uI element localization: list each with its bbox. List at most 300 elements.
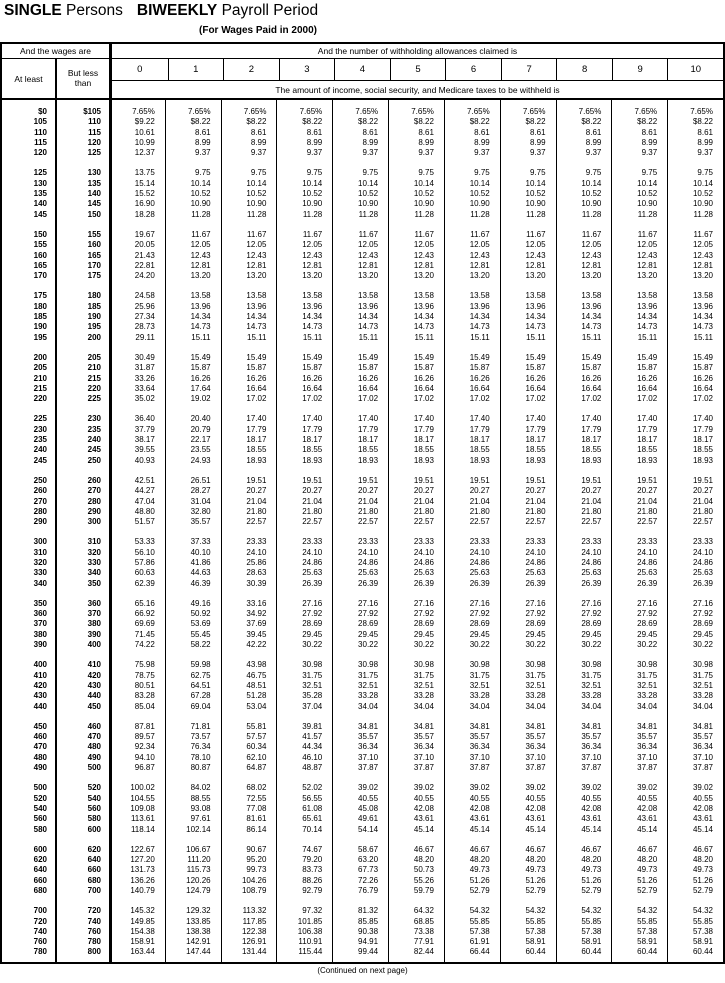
table-cell: 10.90 [190, 199, 211, 209]
table-cell: 15.11 [358, 332, 379, 342]
table-cell: 51.26 [581, 875, 602, 885]
table-cell: 15.11 [247, 332, 267, 342]
table-cell: 7.65% [411, 107, 434, 116]
table-cell: 8.99 [641, 137, 658, 147]
table-cell: 9.37 [585, 148, 602, 158]
table-cell: 49.16 [190, 598, 211, 608]
table-cell: 40.55 [469, 793, 490, 803]
table-cell: 460 [33, 732, 47, 742]
table-cell: 39.02 [358, 783, 379, 793]
table-cell: 140 [33, 199, 47, 209]
table-cell: 73.38 [413, 926, 434, 936]
table-cell: 8.61 [362, 127, 379, 137]
table-cell: 85.85 [358, 916, 379, 926]
table-cell: $8.22 [246, 117, 267, 127]
table-cell: 18.17 [246, 435, 267, 445]
table-cell: 760 [33, 937, 47, 947]
table-cell: 700 [33, 906, 47, 916]
table-cell: 15.52 [134, 189, 155, 199]
table-cell: 21.80 [413, 506, 434, 516]
table-cell: 49.73 [469, 865, 490, 875]
table-cell: 10.52 [469, 189, 490, 199]
table-cell: 64.32 [413, 906, 434, 916]
table-cell: 54.32 [581, 906, 602, 916]
table-cell: 31.87 [134, 363, 155, 373]
table-cell: 12.81 [190, 260, 211, 270]
table-cell: 165 [87, 250, 101, 260]
table-cell: 17.79 [413, 424, 434, 434]
table-cell: 14.73 [469, 322, 490, 332]
table-cell: 8.61 [250, 127, 267, 137]
table-cell: 46.67 [413, 844, 434, 854]
table-cell: 27.16 [302, 598, 323, 608]
table-cell: 29.45 [581, 629, 602, 639]
table-cell: 15.49 [525, 352, 546, 362]
table-cell: 125 [87, 148, 101, 158]
table-cell: 27.92 [469, 609, 490, 619]
table-cell: 25.63 [469, 568, 490, 578]
table-cell: 73.57 [190, 732, 211, 742]
table-cell: $8.22 [413, 117, 434, 127]
table-cell: 11.67 [302, 229, 323, 239]
table-cell: 225 [33, 414, 47, 424]
table-cell: 36.34 [358, 742, 379, 752]
table-cell: 88.26 [302, 875, 323, 885]
allowance-col-header-1: 1 [168, 59, 224, 80]
table-cell: 96.87 [134, 763, 155, 773]
table-cell: 31.75 [525, 670, 546, 680]
table-cell: 10.14 [302, 178, 323, 188]
table-cell: 360 [87, 598, 101, 608]
table-cell: 18.17 [637, 435, 658, 445]
table-cell: 10.14 [190, 178, 211, 188]
table-cell: 13.75 [134, 168, 155, 178]
table-cell: 370 [87, 609, 101, 619]
table-cell: 83.73 [302, 865, 323, 875]
table-cell: 17.40 [637, 414, 658, 424]
table-cell: 200 [33, 352, 47, 362]
table-cell: 26.39 [358, 578, 379, 588]
table-cell: 45.14 [637, 824, 658, 834]
table-cell: 78.75 [134, 670, 155, 680]
table-cell: 13.58 [413, 291, 434, 301]
table-cell: 8.61 [529, 127, 546, 137]
table-cell: 56.10 [134, 547, 155, 557]
table-cell: 31.75 [692, 670, 713, 680]
table-cell: 35.57 [637, 732, 658, 742]
table-cell: 53.33 [134, 537, 155, 547]
table-cell: 62.10 [246, 752, 267, 762]
table-cell: 15.87 [302, 363, 323, 373]
table-cell: 55.45 [190, 629, 211, 639]
table-cell: 680 [87, 875, 101, 885]
table-cell: 175 [33, 291, 47, 301]
table-cell: 205 [33, 363, 47, 373]
table-cell: 95.20 [246, 855, 267, 865]
table-cell: 17.02 [246, 394, 267, 404]
table-cell: 12.43 [190, 250, 211, 260]
table-cell: 37.87 [469, 763, 490, 773]
table-cell: 10.52 [692, 189, 713, 199]
table-cell: 10.99 [134, 137, 155, 147]
table-cell: 15.49 [358, 352, 379, 362]
table-cell: 12.81 [637, 260, 658, 270]
table-cell: 28.69 [302, 619, 323, 629]
allowance-column-9 [611, 100, 667, 962]
table-cell: 77.08 [246, 803, 267, 813]
table-cell: 35.57 [692, 732, 713, 742]
table-cell: 10.14 [692, 178, 713, 188]
table-cell: 26.39 [525, 578, 546, 588]
table-cell: 163.44 [130, 947, 155, 957]
table-cell: 25.63 [358, 568, 379, 578]
but-less-column [55, 100, 109, 962]
table-cell: 43.61 [413, 814, 434, 824]
table-cell: 270 [33, 496, 47, 506]
table-cell: 76.34 [190, 742, 211, 752]
data-grid [2, 100, 723, 962]
table-cell: $8.22 [469, 117, 490, 127]
table-cell: 13.58 [358, 291, 379, 301]
table-cell: 18.55 [358, 445, 379, 455]
table-cell: 83.28 [134, 691, 155, 701]
table-cell: 15.11 [470, 332, 490, 342]
table-cell: $8.22 [637, 117, 658, 127]
table-cell: 60.44 [525, 947, 546, 957]
table-cell: 15.11 [581, 332, 602, 342]
table-cell: 520 [33, 793, 47, 803]
table-cell: 18.28 [134, 209, 155, 219]
table-cell: 24.86 [692, 557, 713, 567]
table-cell: 29.45 [358, 629, 379, 639]
table-cell: 16.64 [302, 383, 323, 393]
table-cell: 135 [87, 178, 101, 188]
table-cell: 16.26 [637, 373, 658, 383]
table-cell: $0 [38, 107, 47, 116]
table-cell: 21.80 [637, 506, 658, 516]
table-cell: 8.61 [641, 127, 658, 137]
table-cell: 15.87 [581, 363, 602, 373]
table-cell: 16.26 [581, 373, 602, 383]
table-cell: 32.51 [469, 680, 490, 690]
table-cell: 40.10 [190, 547, 211, 557]
table-cell: 37.10 [413, 752, 434, 762]
table-cell: 160 [87, 240, 101, 250]
table-cell: 400 [87, 640, 101, 650]
table-cell: 12.05 [637, 240, 658, 250]
table-cell: 640 [87, 855, 101, 865]
table-cell: 34.04 [413, 701, 434, 711]
table-cell: 27.16 [469, 598, 490, 608]
table-cell: 26.51 [190, 475, 211, 485]
table-cell: 10.14 [358, 178, 379, 188]
title-payroll-period: Payroll Period [217, 2, 319, 19]
table-cell: 34.04 [581, 701, 602, 711]
table-cell: 190 [33, 322, 47, 332]
table-cell: 27.16 [358, 598, 379, 608]
table-cell: 36.34 [525, 742, 546, 752]
table-cell: 21.80 [469, 506, 490, 516]
table-cell: 29.45 [525, 629, 546, 639]
table-cell: 69.04 [190, 701, 211, 711]
table-cell: 7.65% [578, 107, 602, 116]
table-cell: 13.96 [246, 301, 267, 311]
table-cell: 18.93 [246, 455, 267, 465]
table-cell: 7.65% [243, 107, 267, 116]
table-cell: 57.86 [134, 557, 155, 567]
table-cell: 20.27 [358, 486, 379, 496]
allowance-column-6 [444, 100, 500, 962]
table-cell: 12.43 [692, 250, 713, 260]
table-cell: 29.11 [135, 332, 155, 342]
table-cell: 39.02 [525, 783, 546, 793]
table-cell: 20.27 [469, 486, 490, 496]
table-cell: 8.61 [585, 127, 602, 137]
table-cell: 8.61 [418, 127, 434, 137]
table-cell: 48.87 [302, 763, 323, 773]
table-cell: 210 [33, 373, 47, 383]
table-cell: 54.32 [525, 906, 546, 916]
table-cell: 17.02 [637, 394, 658, 404]
table-cell: 28.27 [190, 486, 211, 496]
table-cell: 57.38 [525, 926, 546, 936]
table-cell: 13.20 [469, 271, 490, 281]
table-cell: 15.11 [637, 332, 658, 342]
table-cell: 34.04 [692, 701, 713, 711]
table-cell: 18.55 [525, 445, 546, 455]
table-cell: 81.32 [358, 906, 379, 916]
table-cell: 17.79 [581, 424, 602, 434]
table-cell: 35.57 [413, 732, 434, 742]
table-cell: 48.51 [246, 680, 267, 690]
table-cell: 23.33 [637, 537, 658, 547]
table-cell: 48.80 [134, 506, 155, 516]
allowance-column-7 [500, 100, 556, 962]
table-cell: 33.28 [692, 691, 713, 701]
table-cell: 14.34 [413, 312, 434, 322]
table-cell: 55.85 [525, 916, 546, 926]
table-cell: 21.80 [246, 506, 267, 516]
table-cell: 22.17 [190, 435, 211, 445]
table-cell: 49.73 [525, 865, 546, 875]
table-cell: 52.79 [525, 886, 546, 895]
table-cell: 16.26 [692, 373, 713, 383]
table-cell: 13.20 [246, 271, 267, 281]
table-cell: 39.02 [581, 783, 602, 793]
table-cell: 19.51 [469, 475, 490, 485]
table-cell: 50.92 [190, 609, 211, 619]
table-cell: 240 [33, 445, 47, 455]
table-cell: 28.69 [358, 619, 379, 629]
table-cell: 52.79 [692, 886, 713, 895]
table-cell: 13.96 [302, 301, 323, 311]
table-cell: 154.38 [130, 926, 155, 936]
table-cell: $8.22 [358, 117, 379, 127]
table-cell: 25.63 [637, 568, 658, 578]
table-cell: 23.33 [413, 537, 434, 547]
table-cell: 170 [87, 260, 101, 270]
table-cell: 17.02 [358, 394, 379, 404]
table-cell: 32.51 [692, 680, 713, 690]
table-cell: 215 [87, 373, 101, 383]
allowance-column-4 [332, 100, 388, 962]
table-cell: 17.02 [413, 394, 434, 404]
table-cell: 300 [33, 537, 47, 547]
table-cell: 26.39 [413, 578, 434, 588]
table-cell: 62.75 [190, 670, 211, 680]
table-cell: 17.40 [302, 414, 323, 424]
table-cell: 30.22 [302, 640, 323, 650]
table-cell: 290 [87, 506, 101, 516]
table-cell: 37.87 [525, 763, 546, 773]
table-cell: 30.98 [302, 660, 323, 670]
table-cell: 40.55 [692, 793, 713, 803]
table-cell: 27.16 [413, 598, 434, 608]
table-cell: 27.34 [134, 312, 155, 322]
table-cell: 65.61 [302, 814, 323, 824]
table-cell: 230 [33, 424, 47, 434]
table-cell: 15.87 [469, 363, 490, 373]
table-cell: 127.20 [130, 855, 155, 865]
table-cell: 760 [87, 926, 101, 936]
table-cell: 16.64 [246, 383, 267, 393]
table-cell: 33.28 [413, 691, 434, 701]
table-cell: 140 [87, 189, 101, 199]
table-cell: 22.57 [692, 517, 713, 527]
table-cell: 15.49 [469, 352, 490, 362]
table-cell: 26.39 [637, 578, 658, 588]
table-cell: 14.34 [581, 312, 602, 322]
table-cell: 25.96 [134, 301, 155, 311]
table-cell: 24.86 [302, 557, 323, 567]
table-cell: 10.52 [302, 189, 323, 199]
table-cell: 28.69 [413, 619, 434, 629]
table-cell: 8.99 [362, 137, 379, 147]
table-cell: 12.05 [358, 240, 379, 250]
table-cell: 17.40 [692, 414, 713, 424]
table-cell: 31.04 [190, 496, 211, 506]
table-cell: 21.04 [581, 496, 602, 506]
table-cell: 120.26 [186, 875, 211, 885]
table-cell: 19.51 [637, 475, 658, 485]
table-cell: 250 [33, 475, 47, 485]
table-cell: 14.34 [190, 312, 211, 322]
table-cell: 660 [87, 865, 101, 875]
table-cell: 32.80 [190, 506, 211, 516]
table-cell: 13.58 [302, 291, 323, 301]
table-cell: 75.98 [134, 660, 155, 670]
table-cell: 37.87 [358, 763, 379, 773]
table-cell: 17.40 [581, 414, 602, 424]
table-cell: 48.20 [692, 855, 713, 865]
table-cell: 26.39 [302, 578, 323, 588]
table-cell: 185 [33, 312, 47, 322]
table-cell: 29.45 [637, 629, 658, 639]
table-cell: 18.55 [302, 445, 323, 455]
table-cell: $105 [83, 107, 101, 116]
table-cell: 180 [87, 291, 101, 301]
table-cell: 8.99 [529, 137, 546, 147]
allowance-col-header-0: 0 [137, 64, 143, 75]
table-cell: 380 [87, 619, 101, 629]
table-cell: 24.86 [469, 557, 490, 567]
table-cell: 49.61 [358, 814, 379, 824]
table-cell: 28.69 [637, 619, 658, 629]
table-cell: 700 [87, 886, 101, 895]
table-cell: 30.22 [637, 640, 658, 650]
table-cell: 22.57 [413, 517, 434, 527]
table-cell: 40.55 [581, 793, 602, 803]
table-cell: 480 [87, 742, 101, 752]
table-cell: 23.33 [525, 537, 546, 547]
table-cell: 490 [33, 763, 47, 773]
table-cell: 37.87 [581, 763, 602, 773]
table-cell: 62.39 [134, 578, 155, 588]
table-cell: 32.51 [581, 680, 602, 690]
amount-withheld-label: The amount of income, social security, and Medicare taxes to be withheld is [275, 84, 560, 95]
table-cell: 27.92 [637, 609, 658, 619]
table-cell: 37.79 [134, 424, 155, 434]
table-cell: 36.34 [581, 742, 602, 752]
table-cell: 11.28 [526, 209, 546, 219]
table-cell: 20.27 [413, 486, 434, 496]
table-cell: 9.37 [362, 148, 379, 158]
table-cell: 14.34 [469, 312, 490, 322]
table-cell: 57.38 [637, 926, 658, 936]
table-cell: 149.85 [130, 916, 155, 926]
table-cell: 8.61 [306, 127, 323, 137]
table-cell: 25.86 [246, 557, 267, 567]
table-cell: 290 [33, 517, 47, 527]
table-cell: 18.17 [358, 435, 379, 445]
table-cell: 330 [87, 557, 101, 567]
table-cell: 22.57 [302, 517, 323, 527]
table-cell: 18.93 [581, 455, 602, 465]
table-cell: 27.92 [302, 609, 323, 619]
table-cell: 10.90 [581, 199, 602, 209]
table-cell: 60.63 [134, 568, 155, 578]
table-cell: 32.51 [358, 680, 379, 690]
table-cell: 12.43 [637, 250, 658, 260]
table-cell: 8.99 [418, 137, 434, 147]
table-cell: 43.98 [246, 660, 267, 670]
table-cell: 14.34 [246, 312, 267, 322]
table-cell: 32.51 [525, 680, 546, 690]
table-cell: 33.28 [637, 691, 658, 701]
table-cell: 28.73 [134, 322, 155, 332]
table-cell: 60.44 [637, 947, 658, 957]
table-cell: 14.34 [358, 312, 379, 322]
table-cell: 97.61 [190, 814, 211, 824]
table-cell: 10.61 [134, 127, 155, 137]
table-cell: 9.75 [529, 168, 546, 178]
table-cell: 25.63 [413, 568, 434, 578]
table-cell: 36.40 [134, 414, 155, 424]
table-cell: 27.16 [581, 598, 602, 608]
table-cell: 90.38 [358, 926, 379, 936]
table-cell: 21.04 [525, 496, 546, 506]
table-cell: 45.14 [469, 824, 490, 834]
table-cell: 16.64 [581, 383, 602, 393]
table-cell: 40.55 [413, 793, 434, 803]
table-cell: 16.64 [358, 383, 379, 393]
table-cell: 17.79 [692, 424, 713, 434]
table-cell: 51.26 [637, 875, 658, 885]
table-cell: 24.58 [134, 291, 155, 301]
title-biweekly: BIWEEKLY [136, 2, 218, 19]
page-title [4, 2, 318, 20]
table-cell: 12.81 [413, 260, 434, 270]
